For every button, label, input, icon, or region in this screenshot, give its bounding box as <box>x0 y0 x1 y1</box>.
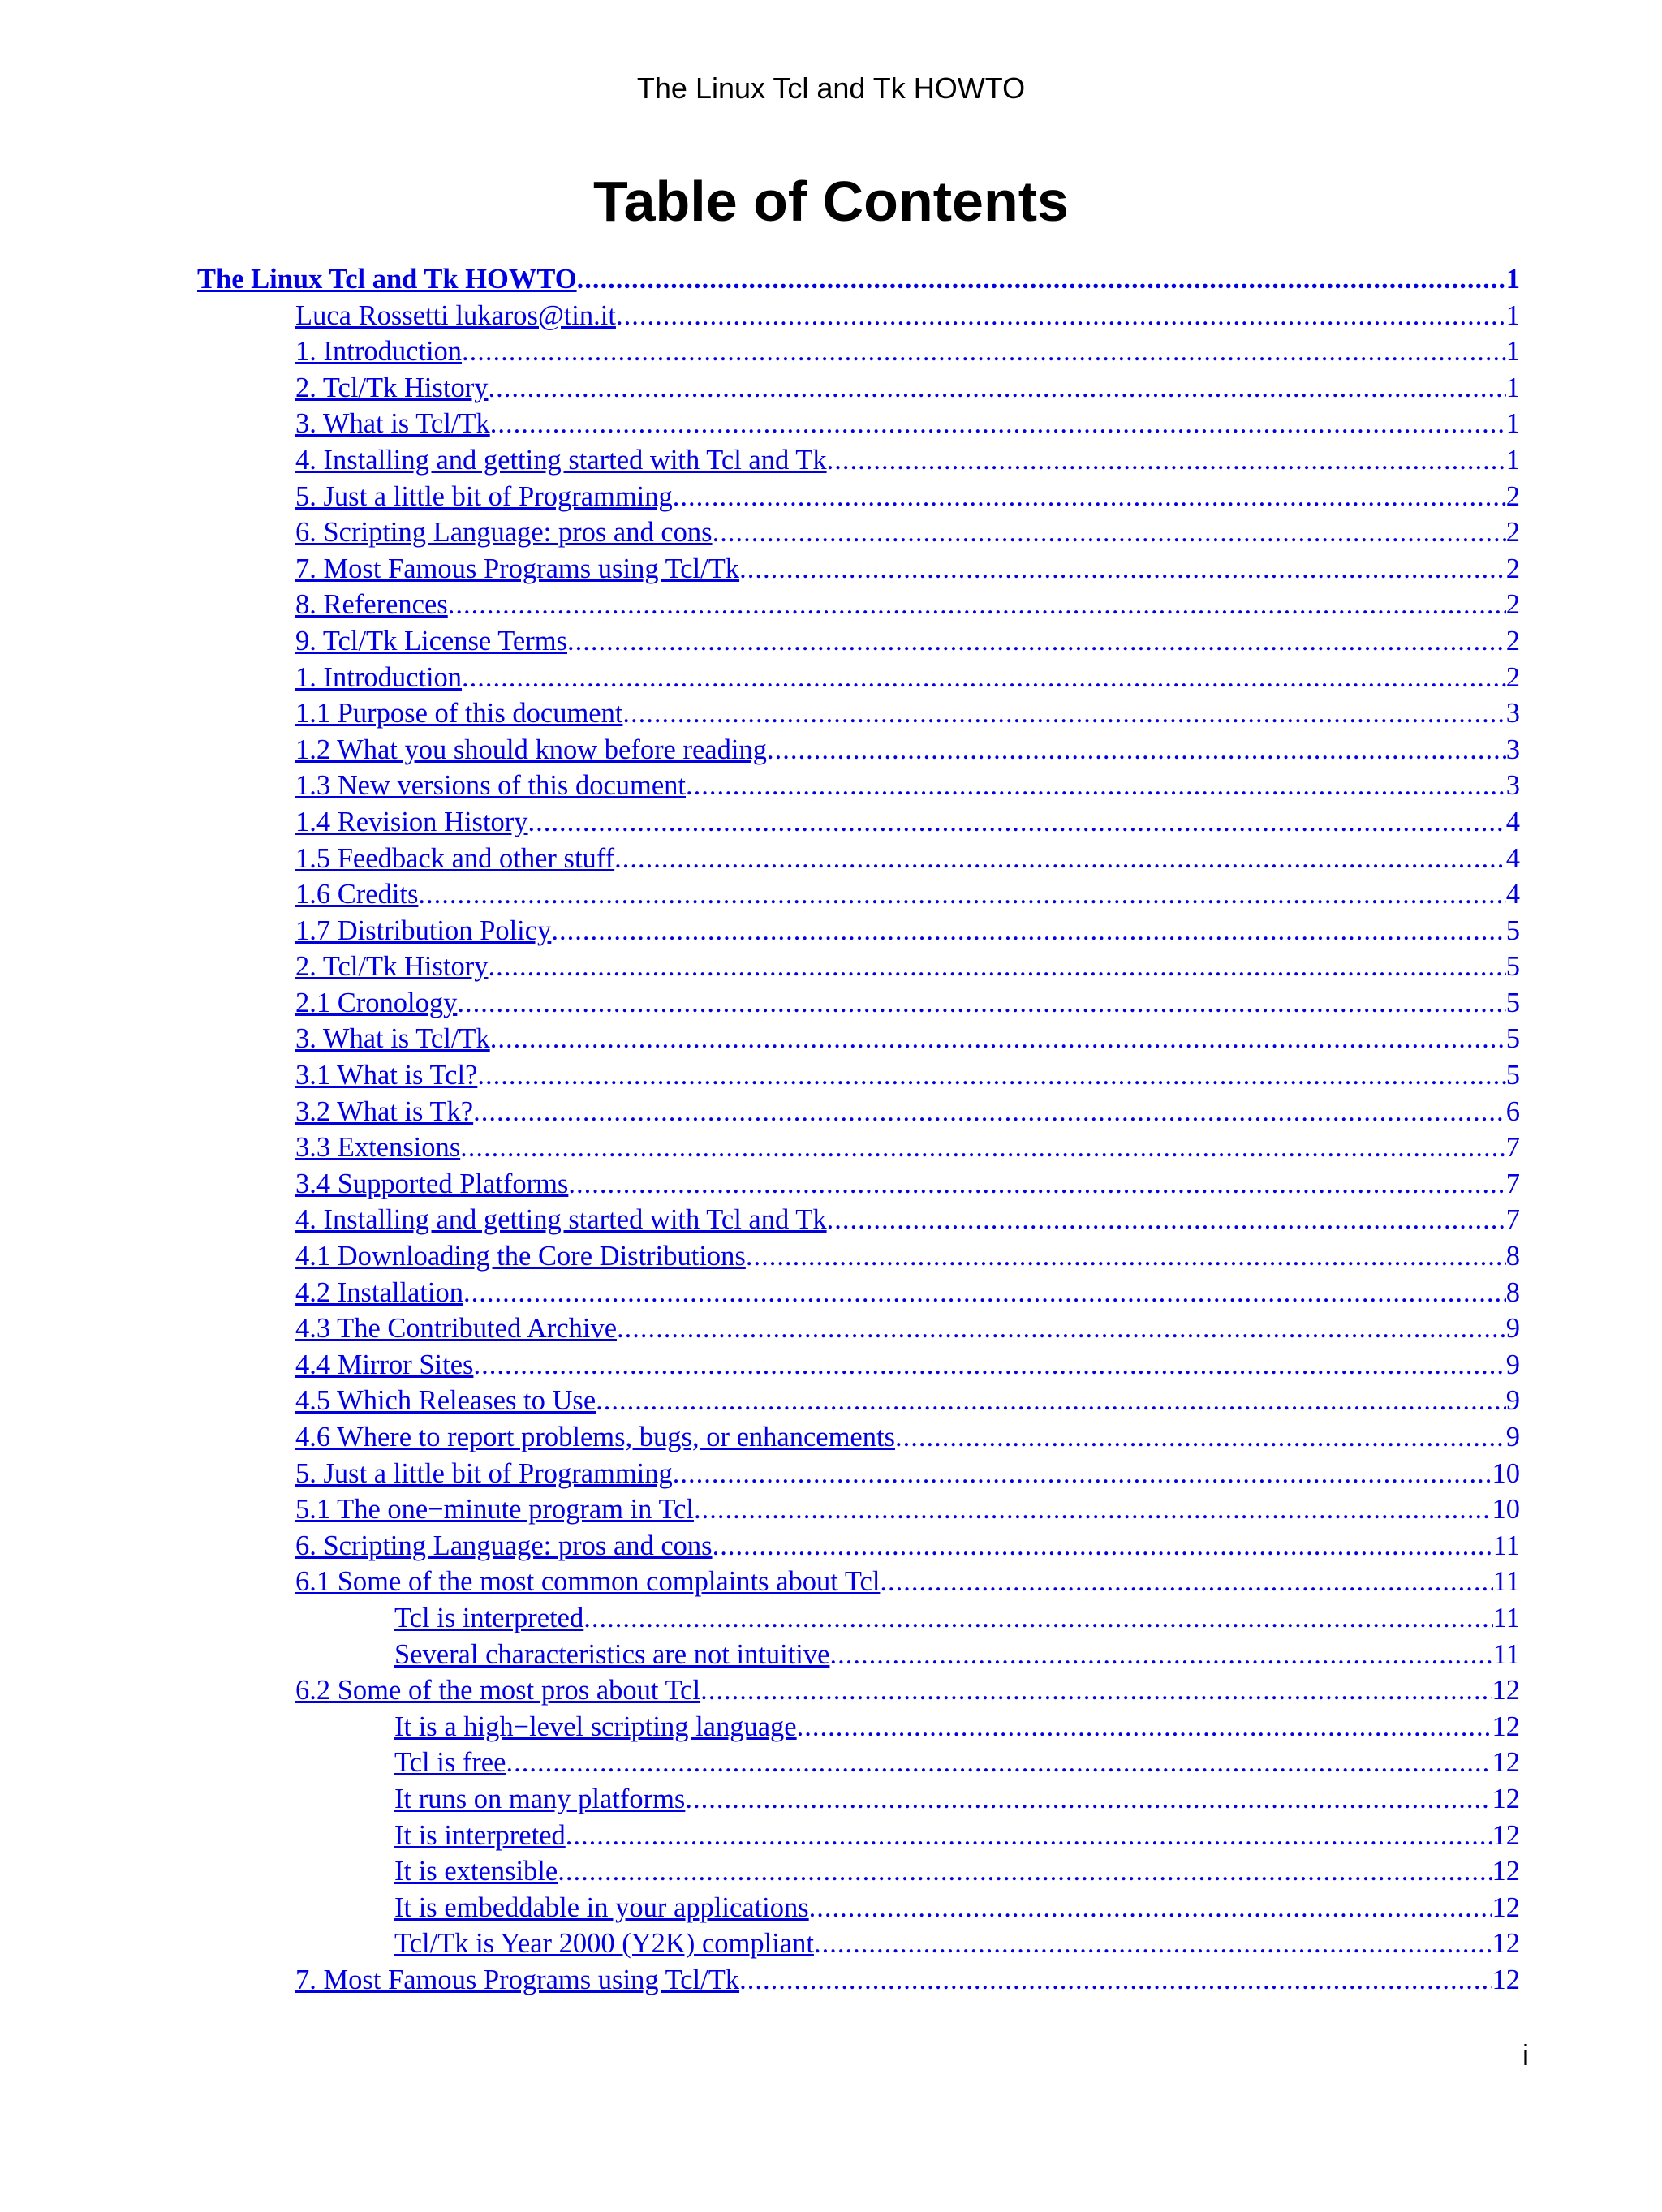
toc-entry[interactable] <box>197 1564 1520 1600</box>
dot-leader <box>488 949 1505 985</box>
toc-entry-page-number[interactable]: 7 <box>1505 1168 1520 1199</box>
toc-entry[interactable] <box>197 1745 1520 1781</box>
toc-entry-page-number[interactable]: 11 <box>1492 1602 1520 1633</box>
toc-entry-page-number[interactable]: 11 <box>1492 1638 1520 1670</box>
dot-leader <box>490 406 1506 442</box>
toc-entry-link[interactable]: The Linux Tcl and Tk HOWTO <box>197 264 577 295</box>
toc-entry[interactable] <box>197 913 1520 949</box>
toc-entry[interactable] <box>197 1130 1520 1166</box>
toc-entry[interactable] <box>197 1021 1520 1057</box>
toc-entry-page-number[interactable]: 10 <box>1492 1494 1520 1526</box>
toc-entry[interactable] <box>197 1419 1520 1456</box>
toc-entry-page-number[interactable]: 3 <box>1505 698 1520 729</box>
toc-entry-page-number[interactable]: 5 <box>1505 951 1520 983</box>
toc-entry-link[interactable]: 6. Scripting Language: pros and cons <box>295 1530 713 1561</box>
toc-entry-page-number[interactable]: 8 <box>1505 1241 1520 1272</box>
toc-entry-page-number[interactable]: 3 <box>1505 734 1520 765</box>
running-header: The Linux Tcl and Tk HOWTO <box>636 71 1026 105</box>
toc-entry-link[interactable]: Tcl is free <box>394 1747 506 1779</box>
toc-entry[interactable] <box>197 1781 1520 1818</box>
toc-entry-page-number[interactable]: 2 <box>1505 661 1520 693</box>
toc-entry[interactable] <box>197 1310 1520 1347</box>
toc-entry-page-number[interactable]: 2 <box>1505 480 1520 512</box>
toc-entry[interactable] <box>197 1238 1520 1275</box>
toc-entry[interactable] <box>197 1094 1520 1130</box>
dot-leader <box>528 804 1506 841</box>
toc-entry-page-number[interactable]: 12 <box>1492 1675 1520 1706</box>
toc-entry-page-number[interactable]: 12 <box>1492 1928 1520 1960</box>
toc-entry-page-number[interactable]: 4 <box>1505 806 1520 837</box>
dot-leader <box>577 261 1506 298</box>
dot-leader <box>617 1310 1506 1347</box>
dot-leader <box>567 623 1506 660</box>
dot-leader <box>739 551 1506 587</box>
dot-leader <box>551 913 1505 949</box>
toc-entry-page-number[interactable]: 11 <box>1492 1530 1520 1561</box>
dot-leader <box>462 660 1506 696</box>
toc-entry-page-number[interactable]: 5 <box>1505 1023 1520 1055</box>
dot-leader <box>473 1347 1505 1384</box>
toc-entry-page-number[interactable]: 1 <box>1505 372 1520 403</box>
dot-leader <box>814 1926 1492 1962</box>
toc-entry-link[interactable]: 1.1 Purpose of this document <box>295 698 623 729</box>
dot-leader <box>506 1745 1492 1781</box>
toc-entry-page-number[interactable]: 12 <box>1492 1711 1520 1742</box>
toc-entry-link[interactable]: 1. Introduction <box>295 336 463 368</box>
dot-leader <box>809 1890 1492 1926</box>
page-number: i <box>1522 2038 1529 2072</box>
toc-entry-page-number[interactable]: 10 <box>1492 1457 1520 1489</box>
toc-entry-link[interactable]: 5.1 The one−minute program in Tcl <box>295 1494 695 1526</box>
toc-entry[interactable] <box>197 876 1520 913</box>
toc-entry-link[interactable]: It runs on many platforms <box>394 1783 686 1814</box>
dot-leader <box>473 1094 1506 1130</box>
toc-entry-page-number[interactable]: 9 <box>1505 1385 1520 1417</box>
toc-entry-page-number[interactable]: 9 <box>1505 1313 1520 1345</box>
dot-leader <box>700 1672 1492 1709</box>
toc-entry[interactable] <box>197 1528 1520 1564</box>
toc-entry-page-number[interactable]: 2 <box>1505 625 1520 656</box>
toc-entry[interactable] <box>197 587 1520 623</box>
toc-entry-link[interactable]: 5. Just a little bit of Programming <box>295 1457 673 1489</box>
toc-entry-link[interactable]: 9. Tcl/Tk License Terms <box>295 625 567 656</box>
toc-entry[interactable] <box>197 1491 1520 1528</box>
dot-leader <box>490 1021 1506 1057</box>
toc-entry[interactable] <box>197 1890 1520 1926</box>
toc-entry-link[interactable]: It is embeddable in your applications <box>394 1891 809 1923</box>
dot-leader <box>614 841 1506 877</box>
dot-leader <box>583 1600 1493 1637</box>
toc-entry[interactable] <box>197 1600 1520 1637</box>
dot-leader <box>477 1057 1505 1094</box>
toc-entry-page-number[interactable]: 5 <box>1505 914 1520 946</box>
toc-entry-link[interactable]: 3.3 Extensions <box>295 1132 461 1164</box>
toc-entry-page-number[interactable]: 4 <box>1505 879 1520 910</box>
toc-entry-link[interactable]: 2.1 Cronology <box>295 987 458 1018</box>
dot-leader <box>673 479 1506 515</box>
toc-entry[interactable] <box>197 804 1520 841</box>
toc-entry-page-number[interactable]: 12 <box>1492 1819 1520 1851</box>
dot-leader <box>713 1528 1493 1564</box>
dot-leader <box>739 1962 1492 1999</box>
toc-entry-page-number[interactable]: 7 <box>1505 1204 1520 1236</box>
toc-entry[interactable] <box>197 1962 1520 1999</box>
toc-entry-link[interactable]: Tcl/Tk is Year 2000 (Y2K) compliant <box>394 1928 814 1960</box>
toc-entry[interactable] <box>197 1926 1520 1962</box>
toc-entry-link[interactable]: Several characteristics are not intuitive <box>394 1638 830 1670</box>
dot-leader <box>829 1637 1492 1673</box>
dot-leader <box>596 1383 1506 1419</box>
toc-entry-link[interactable]: 3.1 What is Tcl? <box>295 1060 478 1091</box>
dot-leader <box>566 1818 1492 1854</box>
toc-entry-link[interactable]: 4.2 Installation <box>295 1276 463 1308</box>
dot-leader <box>616 298 1506 334</box>
toc-entry-page-number[interactable]: 12 <box>1492 1856 1520 1887</box>
toc-entry[interactable] <box>197 841 1520 877</box>
dot-leader <box>462 334 1506 370</box>
toc-entry-link[interactable]: 4. Installing and getting started with Tcl and Tk <box>295 444 827 476</box>
toc-entry[interactable] <box>197 660 1520 696</box>
toc-entry[interactable] <box>197 1166 1520 1203</box>
toc-entry-link[interactable]: 6.1 Some of the most common complaints about Tcl <box>295 1566 881 1598</box>
toc-entry-link[interactable]: 1. Introduction <box>295 661 463 693</box>
toc-entry-link[interactable]: 6.2 Some of the most pros about Tcl <box>295 1675 701 1706</box>
toc-entry[interactable] <box>197 1202 1520 1238</box>
toc-entry-page-number[interactable]: 12 <box>1492 1747 1520 1779</box>
table-of-contents <box>197 261 1520 1999</box>
toc-entry[interactable] <box>197 1057 1520 1094</box>
dot-leader <box>767 732 1506 768</box>
toc-entry-page-number[interactable]: 6 <box>1505 1095 1520 1127</box>
toc-entry[interactable] <box>197 442 1520 479</box>
dot-leader <box>558 1853 1492 1890</box>
toc-entry[interactable] <box>197 1853 1520 1890</box>
dot-leader <box>694 1491 1492 1528</box>
dot-leader <box>622 695 1505 732</box>
toc-entry-page-number[interactable]: 2 <box>1505 589 1520 621</box>
toc-entry[interactable] <box>197 261 1520 298</box>
toc-entry[interactable] <box>197 732 1520 768</box>
toc-entry-link[interactable]: 1.7 Distribution Policy <box>295 914 552 946</box>
toc-entry-link[interactable]: 4.6 Where to report problems, bugs, or enhancements <box>295 1422 895 1452</box>
dot-leader <box>673 1456 1492 1492</box>
toc-entry-link[interactable]: 4.4 Mirror Sites <box>295 1349 474 1380</box>
dot-leader <box>457 985 1505 1022</box>
toc-entry-link[interactable]: It is interpreted <box>394 1819 566 1851</box>
toc-entry[interactable] <box>197 334 1520 370</box>
dot-leader <box>448 587 1506 623</box>
toc-entry-page-number[interactable]: 11 <box>1492 1566 1520 1598</box>
toc-entry[interactable] <box>197 949 1520 985</box>
toc-entry-page-number[interactable]: 9 <box>1505 1422 1520 1452</box>
toc-entry[interactable] <box>197 514 1520 551</box>
toc-entry-page-number[interactable]: 7 <box>1505 1132 1520 1164</box>
toc-entry[interactable] <box>197 1347 1520 1384</box>
toc-entry[interactable] <box>197 298 1520 334</box>
toc-entry-link[interactable]: 3. What is Tcl/Tk <box>295 1023 490 1055</box>
toc-entry-link[interactable]: 4. Installing and getting started with Tcl and Tk <box>295 1204 827 1236</box>
toc-entry-link[interactable]: 1.3 New versions of this document <box>295 770 687 802</box>
toc-entry-page-number[interactable]: 2 <box>1505 517 1520 549</box>
dot-leader <box>797 1709 1492 1745</box>
toc-entry-page-number[interactable]: 9 <box>1505 1349 1520 1380</box>
toc-entry-page-number[interactable]: 12 <box>1492 1964 1520 1995</box>
toc-entry-link[interactable]: 3. What is Tcl/Tk <box>295 408 490 440</box>
toc-entry-page-number[interactable]: 1 <box>1505 408 1520 440</box>
toc-entry-page-number[interactable]: 1 <box>1505 299 1520 331</box>
toc-entry-link[interactable]: 4.3 The Contributed Archive <box>295 1313 618 1345</box>
toc-entry-link[interactable]: 2. Tcl/Tk History <box>295 372 489 403</box>
toc-entry-link[interactable]: Luca Rossetti lukaros@tin.it <box>295 299 616 331</box>
toc-entry[interactable] <box>197 406 1520 442</box>
toc-entry-link[interactable]: 4.5 Which Releases to Use <box>295 1385 596 1417</box>
dot-leader <box>827 1202 1506 1238</box>
dot-leader <box>685 1781 1492 1818</box>
toc-entry-page-number[interactable]: 8 <box>1505 1276 1520 1308</box>
toc-entry[interactable] <box>197 1818 1520 1854</box>
toc-entry-page-number[interactable]: 12 <box>1492 1891 1520 1923</box>
toc-entry-page-number[interactable]: 5 <box>1505 1060 1520 1091</box>
toc-entry-link[interactable]: 8. References <box>295 589 448 621</box>
toc-entry[interactable] <box>197 1637 1520 1673</box>
toc-entry-link[interactable]: 1.4 Revision History <box>295 806 528 837</box>
toc-entry[interactable] <box>197 1383 1520 1419</box>
toc-entry-link[interactable]: 3.2 What is Tk? <box>295 1095 474 1127</box>
dot-leader <box>827 442 1506 479</box>
toc-entry-link[interactable]: 4.1 Downloading the Core Distributions <box>295 1241 746 1272</box>
toc-entry-page-number[interactable]: 1 <box>1505 264 1520 295</box>
toc-entry-link[interactable]: Tcl is interpreted <box>394 1602 584 1633</box>
toc-entry-link[interactable]: It is a high−level scripting language <box>394 1711 797 1742</box>
toc-entry-page-number[interactable]: 3 <box>1505 770 1520 802</box>
dot-leader <box>713 514 1506 551</box>
dot-leader <box>686 768 1506 804</box>
toc-entry[interactable] <box>197 1709 1520 1745</box>
toc-entry-link[interactable]: 5. Just a little bit of Programming <box>295 480 673 512</box>
toc-entry-page-number[interactable]: 4 <box>1505 842 1520 874</box>
toc-entry-page-number[interactable]: 2 <box>1505 553 1520 584</box>
toc-entry-page-number[interactable]: 12 <box>1492 1783 1520 1814</box>
toc-entry[interactable] <box>197 1456 1520 1492</box>
toc-entry[interactable] <box>197 623 1520 660</box>
toc-entry[interactable] <box>197 1275 1520 1311</box>
toc-entry-link[interactable]: 7. Most Famous Programs using Tcl/Tk <box>295 1964 740 1995</box>
dot-leader <box>418 876 1505 913</box>
toc-entry-page-number[interactable]: 1 <box>1505 444 1520 476</box>
toc-entry[interactable] <box>197 695 1520 732</box>
toc-entry[interactable] <box>197 768 1520 804</box>
dot-leader <box>488 370 1505 407</box>
toc-entry[interactable] <box>197 551 1520 587</box>
toc-entry-link[interactable]: 1.6 Credits <box>295 879 419 910</box>
toc-entry[interactable] <box>197 479 1520 515</box>
toc-entry[interactable] <box>197 985 1520 1022</box>
toc-entry-link[interactable]: It is extensible <box>394 1856 558 1887</box>
toc-entry-link[interactable]: 2. Tcl/Tk History <box>295 951 489 983</box>
dot-leader <box>460 1130 1506 1166</box>
toc-entry-link[interactable]: 6. Scripting Language: pros and cons <box>295 517 713 549</box>
toc-entry-link[interactable]: 1.5 Feedback and other stuff <box>295 842 615 874</box>
dot-leader <box>463 1275 1506 1311</box>
toc-entry-page-number[interactable]: 5 <box>1505 987 1520 1018</box>
toc-entry-page-number[interactable]: 1 <box>1505 336 1520 368</box>
toc-entry-link[interactable]: 1.2 What you should know before reading <box>295 734 767 765</box>
dot-leader <box>568 1166 1505 1203</box>
dot-leader <box>746 1238 1506 1275</box>
toc-entry[interactable] <box>197 1672 1520 1709</box>
toc-entry-link[interactable]: 7. Most Famous Programs using Tcl/Tk <box>295 553 740 584</box>
toc-entry[interactable] <box>197 370 1520 407</box>
dot-leader <box>880 1564 1492 1600</box>
page-title: Table of Contents <box>593 170 1069 233</box>
toc-entry-link[interactable]: 3.4 Supported Platforms <box>295 1168 569 1199</box>
dot-leader <box>895 1419 1506 1456</box>
